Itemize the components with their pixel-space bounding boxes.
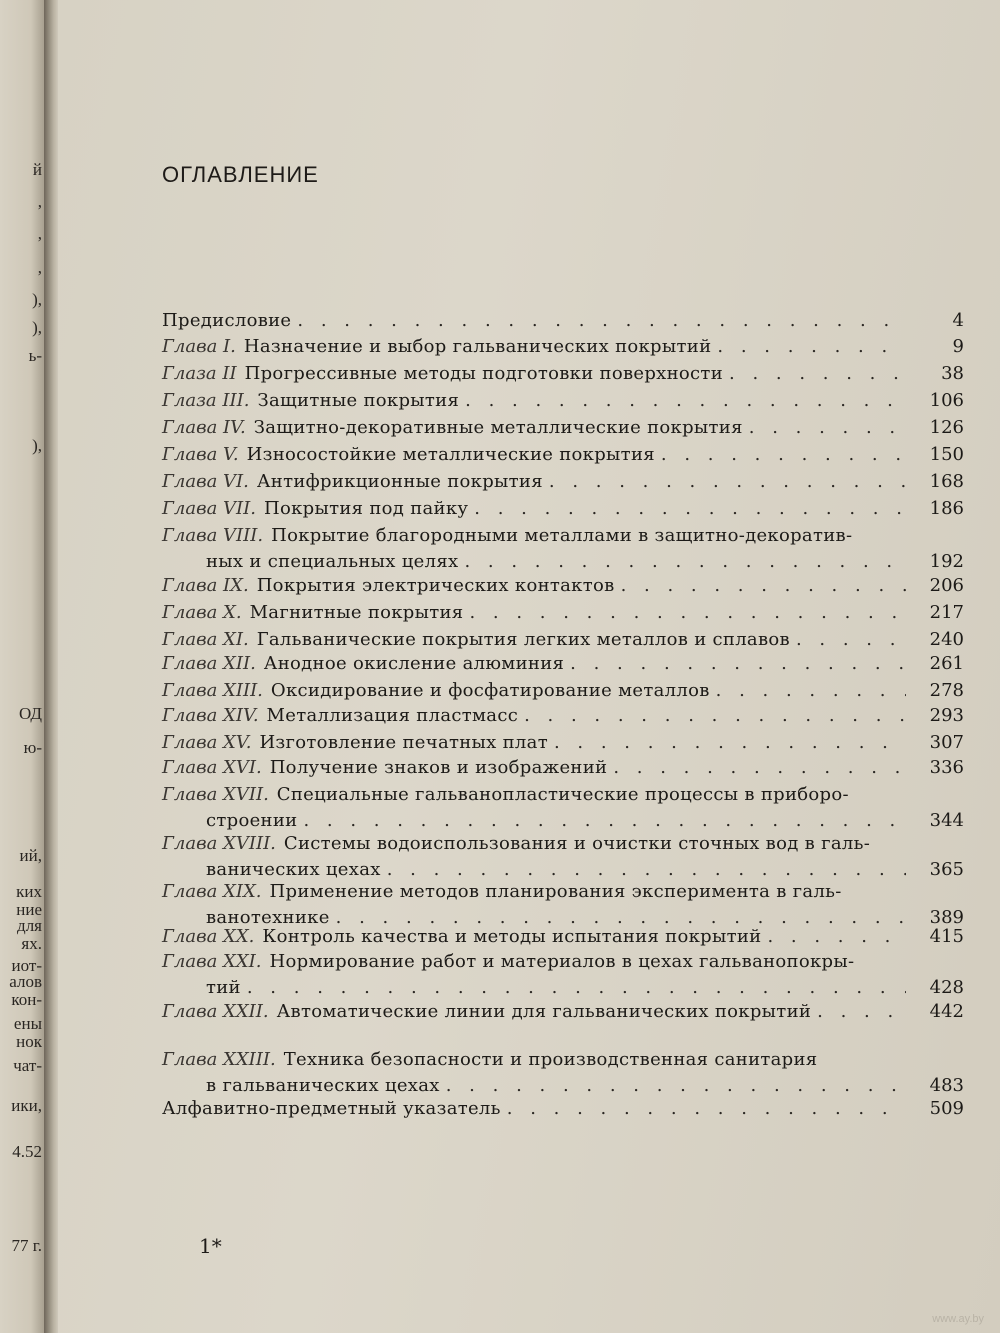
toc-page-number: 126 — [929, 417, 964, 438]
facing-page-fragment: ние — [16, 900, 42, 919]
toc-leader-dots — [749, 415, 906, 441]
toc-title: Гальванические покрытия легких металлов и сплавов — [256, 629, 790, 650]
toc-page-number: 9 — [952, 336, 964, 357]
toc-leader-dots — [796, 627, 906, 653]
toc-entry — [162, 496, 964, 522]
toc-chapter-label: Глава XIV. — [162, 705, 259, 726]
toc-title: Алфавитно-предметный указатель — [162, 1098, 501, 1119]
toc-leader-dots — [570, 651, 906, 677]
toc-chapter-label: Глава IX. — [162, 575, 249, 596]
toc-leader-dots — [621, 573, 906, 599]
toc-entry — [162, 782, 964, 834]
toc-entry — [162, 949, 964, 1001]
toc-entry — [162, 308, 964, 334]
toc-leader-dots — [524, 703, 906, 729]
toc-chapter-label: Глава I. — [162, 336, 236, 357]
toc-title: ных и специальных целях — [206, 551, 459, 572]
toc-entry — [162, 334, 964, 360]
toc-title: Покрытие благородными металлами в защитно-декоратив- — [271, 525, 853, 546]
toc-title: Антифрикционные покрытия — [256, 471, 543, 492]
toc-page-number: 240 — [929, 629, 964, 650]
toc-leader-dots — [729, 361, 906, 387]
toc-page-number: 389 — [929, 907, 964, 928]
toc-page-number: 344 — [929, 810, 964, 831]
toc-page-number: 483 — [929, 1075, 964, 1096]
facing-page-edge — [0, 0, 44, 1333]
page-folio: 1* — [199, 1234, 222, 1258]
toc-leader-dots — [716, 678, 906, 704]
toc-title: Оксидирование и фосфатирование металлов — [270, 680, 710, 701]
facing-page-fragment: , — [37, 258, 42, 277]
toc-title: Получение знаков и изображений — [269, 757, 608, 778]
facing-page-fragment: ), — [32, 436, 42, 455]
facing-page-fragment: ю- — [23, 738, 42, 757]
toc-title: Предисловие — [162, 310, 292, 331]
toc-chapter-label: Глаза III. — [162, 390, 250, 411]
toc-leader-dots — [661, 442, 906, 468]
toc-chapter-label: Глава VII. — [162, 498, 256, 519]
toc-title: в гальванических цехах — [206, 1075, 440, 1096]
toc-leader-dots — [507, 1096, 906, 1122]
facing-page-fragment: алов — [9, 972, 42, 991]
toc-chapter-label: Глава VI. — [162, 471, 249, 492]
toc-page-number: 293 — [929, 705, 964, 726]
toc-entry — [162, 755, 964, 781]
facing-page-fragment: ких — [16, 882, 42, 901]
toc-page-number: 4 — [952, 310, 964, 331]
toc-title: Применение методов планирования эксперимента в галь- — [269, 881, 842, 902]
toc-leader-dots — [464, 549, 906, 575]
toc-entry — [162, 1096, 964, 1122]
toc-chapter-label: Глава V. — [162, 444, 239, 465]
toc-chapter-label: Глаза II — [162, 363, 237, 384]
toc-leader-dots — [613, 755, 906, 781]
toc-page-number: 365 — [929, 859, 964, 880]
toc-page-number: 278 — [929, 680, 964, 701]
toc-entry — [162, 924, 964, 950]
page-title: ОГЛАВЛЕНИЕ — [162, 162, 319, 187]
toc-entry — [162, 627, 964, 653]
toc-title: строении — [206, 810, 298, 831]
toc-leader-dots — [554, 730, 906, 756]
toc-entry — [162, 651, 964, 677]
toc-chapter-label: Глава XVI. — [162, 757, 262, 778]
facing-page-fragment: ), — [32, 318, 42, 337]
toc-title: Магнитные покрытия — [249, 602, 464, 623]
facing-page-fragment: для — [17, 916, 42, 935]
facing-page-fragment: ики, — [11, 1096, 42, 1115]
toc-page-number: 217 — [929, 602, 964, 623]
facing-page-fragment: ь- — [28, 346, 42, 365]
toc-title: Техника безопасности и производственная санитария — [283, 1049, 818, 1070]
toc-leader-dots — [469, 600, 906, 626]
toc-entry — [162, 442, 964, 468]
toc-title: Покрытия электрических контактов — [256, 575, 615, 596]
toc-entry — [162, 600, 964, 626]
toc-title: Изготовление печатных плат — [259, 732, 548, 753]
toc-page-number: 442 — [929, 1001, 964, 1022]
toc-chapter-label: Глава XVII. — [162, 784, 269, 805]
toc-chapter-label: Глава XIX. — [162, 881, 262, 902]
toc-chapter-label: Глава IV. — [162, 417, 246, 438]
toc-chapter-label: Глава XV. — [162, 732, 252, 753]
toc-title: Прогрессивные методы подготовки поверхности — [244, 363, 723, 384]
toc-title: Металлизация пластмасс — [266, 705, 519, 726]
facing-page-fragment: 77 г. — [11, 1236, 42, 1255]
toc-title: Назначение и выбор гальванических покрытий — [243, 336, 712, 357]
toc-chapter-label: Глава XVIII. — [162, 833, 276, 854]
toc-chapter-label: Глава XXI. — [162, 951, 262, 972]
toc-page-number: 206 — [929, 575, 964, 596]
toc-chapter-label: Глава XIII. — [162, 680, 263, 701]
toc-leader-dots — [247, 975, 906, 1001]
toc-title: Специальные гальванопластические процессы в приборо- — [276, 784, 849, 805]
facing-page-fragment: 4.52 — [12, 1142, 42, 1161]
toc-entry — [162, 831, 964, 883]
toc-page-number: 106 — [929, 390, 964, 411]
facing-page-fragment: , — [37, 192, 42, 211]
toc-title: Контроль качества и методы испытания покрытий — [262, 926, 762, 947]
facing-page-fragment: ены — [13, 1014, 42, 1033]
toc-title: Анодное окисление алюминия — [263, 653, 565, 674]
contents-page — [58, 0, 1000, 1333]
toc-leader-dots — [465, 388, 906, 414]
toc-page-number: 509 — [929, 1098, 964, 1119]
facing-page-fragment: ях. — [21, 934, 42, 953]
toc-leader-dots — [717, 334, 906, 360]
toc-chapter-label: Глава XXIII. — [162, 1049, 276, 1070]
toc-title: ванических цехах — [206, 859, 381, 880]
toc-entry — [162, 573, 964, 599]
toc-page-number: 192 — [929, 551, 964, 572]
toc-page-number: 38 — [941, 363, 964, 384]
toc-chapter-label: Глава VIII. — [162, 525, 264, 546]
toc-leader-dots — [474, 496, 906, 522]
toc-title: Износостойкие металлические покрытия — [246, 444, 655, 465]
toc-page-number: 150 — [929, 444, 964, 465]
toc-leader-dots — [817, 999, 906, 1025]
facing-page-fragment: , — [37, 224, 42, 243]
toc-title: Защитные покрытия — [257, 390, 460, 411]
toc-title: Защитно-декоративные металлические покрытия — [253, 417, 743, 438]
toc-title: Нормирование работ и материалов в цехах гальванопокры- — [269, 951, 855, 972]
toc-entry — [162, 678, 964, 704]
toc-leader-dots — [767, 924, 906, 950]
toc-entry — [162, 523, 964, 575]
toc-page-number: 428 — [929, 977, 964, 998]
toc-entry — [162, 1047, 964, 1099]
toc-title: ванотехнике — [206, 907, 330, 928]
toc-chapter-label: Глава XII. — [162, 653, 256, 674]
watermark: www.ay.by — [932, 1313, 984, 1325]
toc-entry — [162, 415, 964, 441]
toc-entry — [162, 730, 964, 756]
toc-leader-dots — [549, 469, 906, 495]
toc-entry — [162, 469, 964, 495]
facing-page-fragment: ий, — [19, 846, 42, 865]
toc-entry — [162, 999, 964, 1025]
facing-page-fragment: ОД — [18, 704, 42, 723]
toc-entry — [162, 388, 964, 414]
facing-page-fragment: иот- — [11, 956, 42, 975]
facing-page-fragment: чат- — [13, 1056, 42, 1075]
toc-title: тий — [206, 977, 241, 998]
toc-page-number: 415 — [929, 926, 964, 947]
toc-page-number: 307 — [929, 732, 964, 753]
facing-page-fragment: й — [32, 160, 42, 179]
toc-chapter-label: Глава XI. — [162, 629, 249, 650]
toc-entry — [162, 703, 964, 729]
toc-chapter-label: Глава XX. — [162, 926, 255, 947]
toc-chapter-label: Глава X. — [162, 602, 242, 623]
toc-page-number: 186 — [929, 498, 964, 519]
toc-leader-dots — [297, 308, 906, 334]
facing-page-fragment: ), — [32, 290, 42, 309]
toc-chapter-label: Глава XXII. — [162, 1001, 269, 1022]
facing-page-fragment: кон- — [11, 990, 42, 1009]
toc-title: Покрытия под пайку — [263, 498, 469, 519]
toc-page-number: 168 — [929, 471, 964, 492]
toc-entry — [162, 361, 964, 387]
toc-page-number: 336 — [929, 757, 964, 778]
facing-page-fragment: нок — [16, 1032, 42, 1051]
toc-title: Автоматические линии для гальванических покрытий — [276, 1001, 812, 1022]
toc-page-number: 261 — [929, 653, 964, 674]
toc-title: Системы водоиспользования и очистки сточных вод в галь- — [283, 833, 871, 854]
